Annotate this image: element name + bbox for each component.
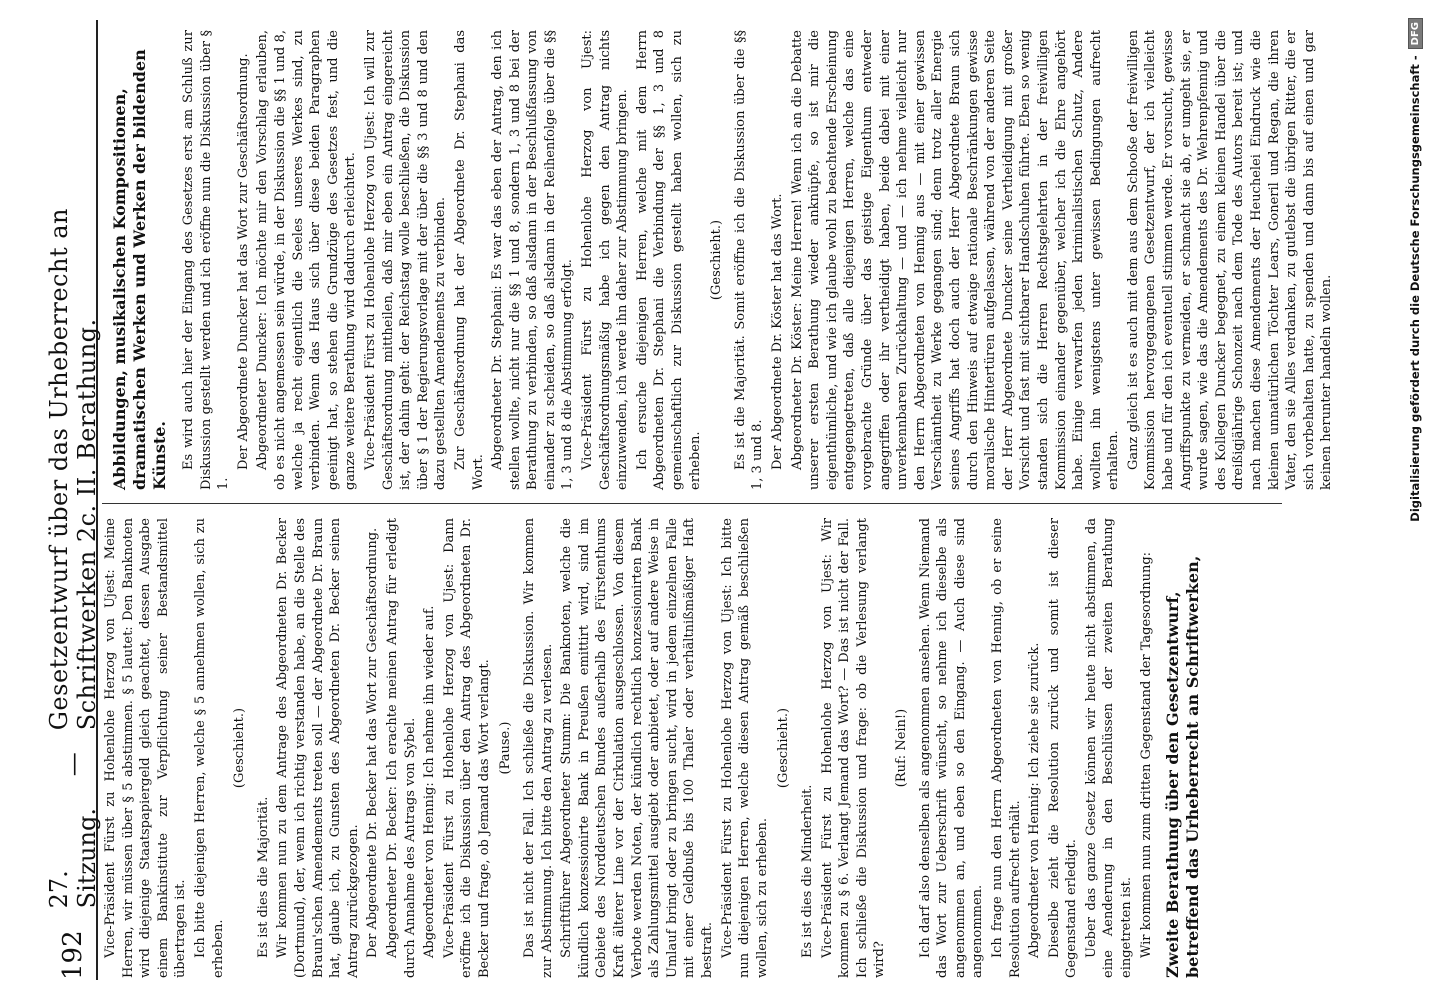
- paragraph: Vice-Präsident Fürst zu Hohenlohe Herzog von Ujest: Meine Herren, wir müssen über § 5 abstimmen. § 5 lautet: Den Banknoten wird diejenige Staatspapiergeld gleich geachtet, dessen Ausgabe einem Bankinstitute zur Verpflichtung seiner Bestandsmittel übertragen ist.: [103, 518, 189, 978]
- section-heading-continued: Abbildungen, musikalischen Kompositionen, dramatischen Werken und Werken der bildenden Künste.: [110, 49, 169, 490]
- credit-text: Digitalisierung gefördert durch die Deutsche Forschungsgemeinschaft -: [1408, 55, 1422, 522]
- paragraph: Es wird auch hier der Eingang des Gesetzes erst am Schluß zur Diskussion gestellt werden und ich eröffne nun die Diskussion über § 1.: [181, 30, 232, 490]
- paragraph: Ich darf also denselben als angenommen ansehen. Wenn Niemand das Wort zur Ueberschrift wünscht, so nehme ich dieselbe als angenommen an, und eben so den Eingang. — Auch diese sind angenommen.: [917, 518, 986, 978]
- paragraph: (Geschieht.): [709, 219, 725, 301]
- dfg-badge: DFG: [1408, 18, 1423, 49]
- paragraph: Das ist nicht der Fall. Ich schließe die Diskussion. Wir kommen zur Abstimmung. Ich bitte den Antrag zu verlesen.: [522, 518, 555, 978]
- paragraph: Abgeordneter Duncker: Ich möchte mir den Vorschlag erlauben, ob es nicht angemessen sein würde, in der Diskussion die §§ 1 und 8, welche ja recht eigentlich die Seeles unseres Werkes sind, zu verbinden. Wenn das Haus sich über diese beiden Paragraphen geeinigt hat, so stehen die Grundzüge des Gesetzes fest, und die ganze weitere Berathung wird dadurch erleichtert.: [255, 30, 359, 490]
- paragraph: Abgeordneter Dr. Stephani: Es war das eben der Antrag, den ich stellen wollte, nicht nur die §§ 1 und 8, sondern 1, 3 und 8 bei der Berathung zu verbinden, so daß alsdann in der Beschlußfassung von einander zu scheiden, so daß alsdann in der Reihenfolge über die §§ 1, 3 und 8 die Abstimmung erfolgt.: [490, 30, 576, 490]
- paragraph: Es ist dies die Minderheit.: [799, 784, 815, 958]
- paragraph: Dieselbe zieht die Resolution zurück und somit ist dieser Gegenstand erledigt.: [1046, 518, 1080, 978]
- digitization-credit: [1404, 0, 1428, 1000]
- page-number: 192: [58, 930, 88, 980]
- paragraph: (Pause.): [498, 721, 514, 775]
- paragraph: Abgeordneter Dr. Becker: Ich erachte meinen Antrag für erledigt durch Annahme des Antrags von Sybel.: [384, 518, 418, 978]
- paragraph: (Ruf: Nein!): [893, 708, 909, 788]
- paragraph: Abgeordneter von Hennig: Ich ziehe sie zurück.: [1027, 642, 1043, 958]
- paragraph: Vice-Präsident Fürst zu Hohenlohe Herzog von Ujest: Wir kommen zu § 6. Verlangt Jemand das Wort? — Das ist nicht der Fall. Ich schließe die Diskussion und frage: ob die Verlesung verlangt wird?: [819, 518, 888, 978]
- column-divider: [102, 503, 1282, 504]
- paragraph: Ich frage nun den Herrn Abgeordneten von Hennig, ob er seine Resolution aufrecht erhält.: [989, 518, 1023, 978]
- right-column: [102, 30, 1335, 490]
- paragraph: Zur Geschäftsordnung hat der Abgeordnete Dr. Stephani das Wort.: [452, 30, 486, 490]
- session-label: 27. Sitzung.: [45, 808, 101, 909]
- left-column: [102, 518, 1282, 978]
- paragraph: Es ist die Majorität. Somit eröffne ich die Diskussion über die §§ 1, 3 und 8.: [732, 30, 766, 490]
- paragraph: Vice-Präsident Fürst zu Hohenlohe Herzog von Ujest: Ich bitte nun diejenigen Herren, welche diesen Antrag gemäß beschließen wollen, sich zu erheben.: [719, 518, 770, 978]
- paragraph: Wir kommen nun zum dritten Gegenstand der Tagesordnung:: [1138, 551, 1154, 958]
- paragraph: Vice-Präsident Fürst zu Hohenlohe Herzog von Ujest: Ich will zur Geschäftsordnung mittheilen, daß mir eben ein Antrag eingereicht ist, der dahin geht: der Reichstag wolle beschließen, die Diskussion über § 1 der Regierungsvorlage mit der über die §§ 3 und 8 und den dazu gestellten Amendements zu verbinden.: [362, 30, 449, 490]
- page-title: Gesetzentwurf über das Urheberrecht an Schriftwerken 2c. II. Berathung.: [45, 208, 101, 731]
- paragraph: Abgeordneter Dr. Köster: Meine Herren! Wenn ich an die Debatte unserer ersten Berathung wieder anknüpfe, so ist mir die eigenthümliche, und wie ich glaube wohl zu beachtende Erscheinung entgegengetreten, daß alle diejenigen Herren, welche das eine vorgebrachte Gründe über das geistige Eigenthum entweder angegriffen oder ihr vertheidigt haben, beide dabei mit einer unverkennbaren Zurückhaltung — und — ich nehme vielleicht nur den Herrn Abgeordneten von Hennig aus — mit einer gewissen Verschämtheit zu Werke gegangen sind; denn trotz aller Energie seines Angriffs hat doch auch der Herr Abgeordnete Braun sich durch den Hinweis auf etwaige rationale Beschränkungen gewisse moralische Hintertüren aufgelassen, während von der anderen Seite der Herr Abgeordnete Duncker seine Vertheidigung mit großer Vorsicht und fast mit sichtbarer Handschuhen führte. Eben so wenig standen sich die Herren Rechtsgelehrten in der freiwilligen Kommission einander gegenüber, welcher ich die Ehre angehört habe. Einige verwarfen jeden kriminalistischen Schutz, Andere wollten ihn wenigstens unter gewissen Bedingungen aufrecht erhalten.: [789, 30, 1122, 490]
- paragraph: Ueber das ganze Gesetz können wir heute nicht abstimmen, da eine Aenderung in den Beschlüssen der zweiten Berathung eingetreten ist.: [1083, 518, 1135, 978]
- header-dash: —: [59, 752, 87, 777]
- section-heading: Zweite Berathung über den Gesetzentwurf, betreffend das Urheberrecht an Schriftwerken,: [1163, 555, 1203, 978]
- paragraph: Abgeordneter von Hennig: Ich nehme ihn wieder auf.: [422, 605, 438, 958]
- paragraph: Der Abgeordnete Dr. Becker hat das Wort zur Geschäftsordnung.: [365, 527, 381, 958]
- paragraph: (Geschieht.): [232, 707, 248, 789]
- paragraph: Der Abgeordnete Dr. Köster hat das Wort.: [770, 193, 785, 470]
- paragraph: Ich bitte diejenigen Herren, welche § 5 annehmen wollen, sich zu erheben.: [192, 518, 226, 978]
- paragraph: Ich ersuche diejenigen Herren, welche mit dem Herrn Abgeordneten Dr. Stephani die Verbindung der §§ 1, 3 und 8 gemeinschaftlich zur Diskussion gestellt haben wollen, sich zu erheben.: [634, 30, 703, 490]
- paragraph: Wir kommen nun zu dem Antrage des Abgeordneten Dr. Becker (Dortmund), der, wenn ich richtig verstanden habe, an die Stelle des Braun'schen Amendements treten soll — der Abgeordnete Dr. Braun hat, glaube ich, zu Gunsten des Abgeordneten Dr. Becker seinen Antrag zurückgezogen.: [275, 518, 361, 978]
- paragraph: Der Abgeordnete Duncker hat das Wort zur Geschäftsordnung.: [235, 53, 251, 470]
- paragraph: Vice-Präsident Fürst zu Hohenlohe Herzog von Ujest: Geschäftsordnungsmäßig habe ich gegen den Antrag nichts einzuwenden, ich werde ihn daher zur Abstimmung bringen.: [580, 30, 631, 490]
- page-header: [45, 20, 101, 980]
- paragraph: Vice-Präsident Fürst zu Hohenlohe Herzog von Ujest: Dann eröffne ich die Diskussion über den Antrag des Abgeordneten Dr. Becker und frage, ob Jemand das Wort verlangt.: [441, 518, 492, 978]
- paragraph: Es ist dies die Majorität.: [255, 796, 271, 958]
- paragraph: Ganz gleich ist es auch mit dem aus dem Schooße der freiwilligen Kommission hervorgegangenen Gesetzentwurf, der ich vielleicht habe und für den ich eventuell stimmen werde. Er vorsucht, gewisse Angriffspunkte zu vermeiden, er schmacht sie ab, er umgeht sie, er wurde sagen, wie das die Amendements des Dr. Wehrenpfennig und des Kollegen Duncker begegnet, zu einem kleinen Handel über die dreißigjährige Schonzeit nach dem Tode des Autors bereit ist; und nach machen diese Amendements der Heuchelei Eindruck wie die kleinen unnatürlichen Töchter Lears, Goneril und Regan, die ihren Vater, den sie Alles verdanken, zu gutlebst die übrigen Ritter, die er sich vorbehalten hatte, zu spenden und dann bis auf einen und gar keinen herunter handeln wollen.: [1125, 30, 1335, 490]
- paragraph: Schriftführer Abgeordneter Stumm: Die Banknoten, welche die kündlich konzessionirte Bank in Preußen emittirt wird, sind im Gebiete des Norddeutschen Bundes außerhalb des Fürstenthums Kraft älterer Line vor der Cirkulation ausgeschlossen. Von diesem Verbote werden Noten, der kündlich rechtlich konzessionirten Bank als Zahlungsmittel ausgiebt oder anbietet, oder auf andere Weise in Umlauf bringt oder zu bringen sucht, wird in jedem einzelnen Falle mit einer Geldbuße bis 100 Thaler oder verhältnißmäßiger Haft bestraft.: [559, 518, 715, 978]
- paragraph: (Geschieht.): [776, 707, 792, 789]
